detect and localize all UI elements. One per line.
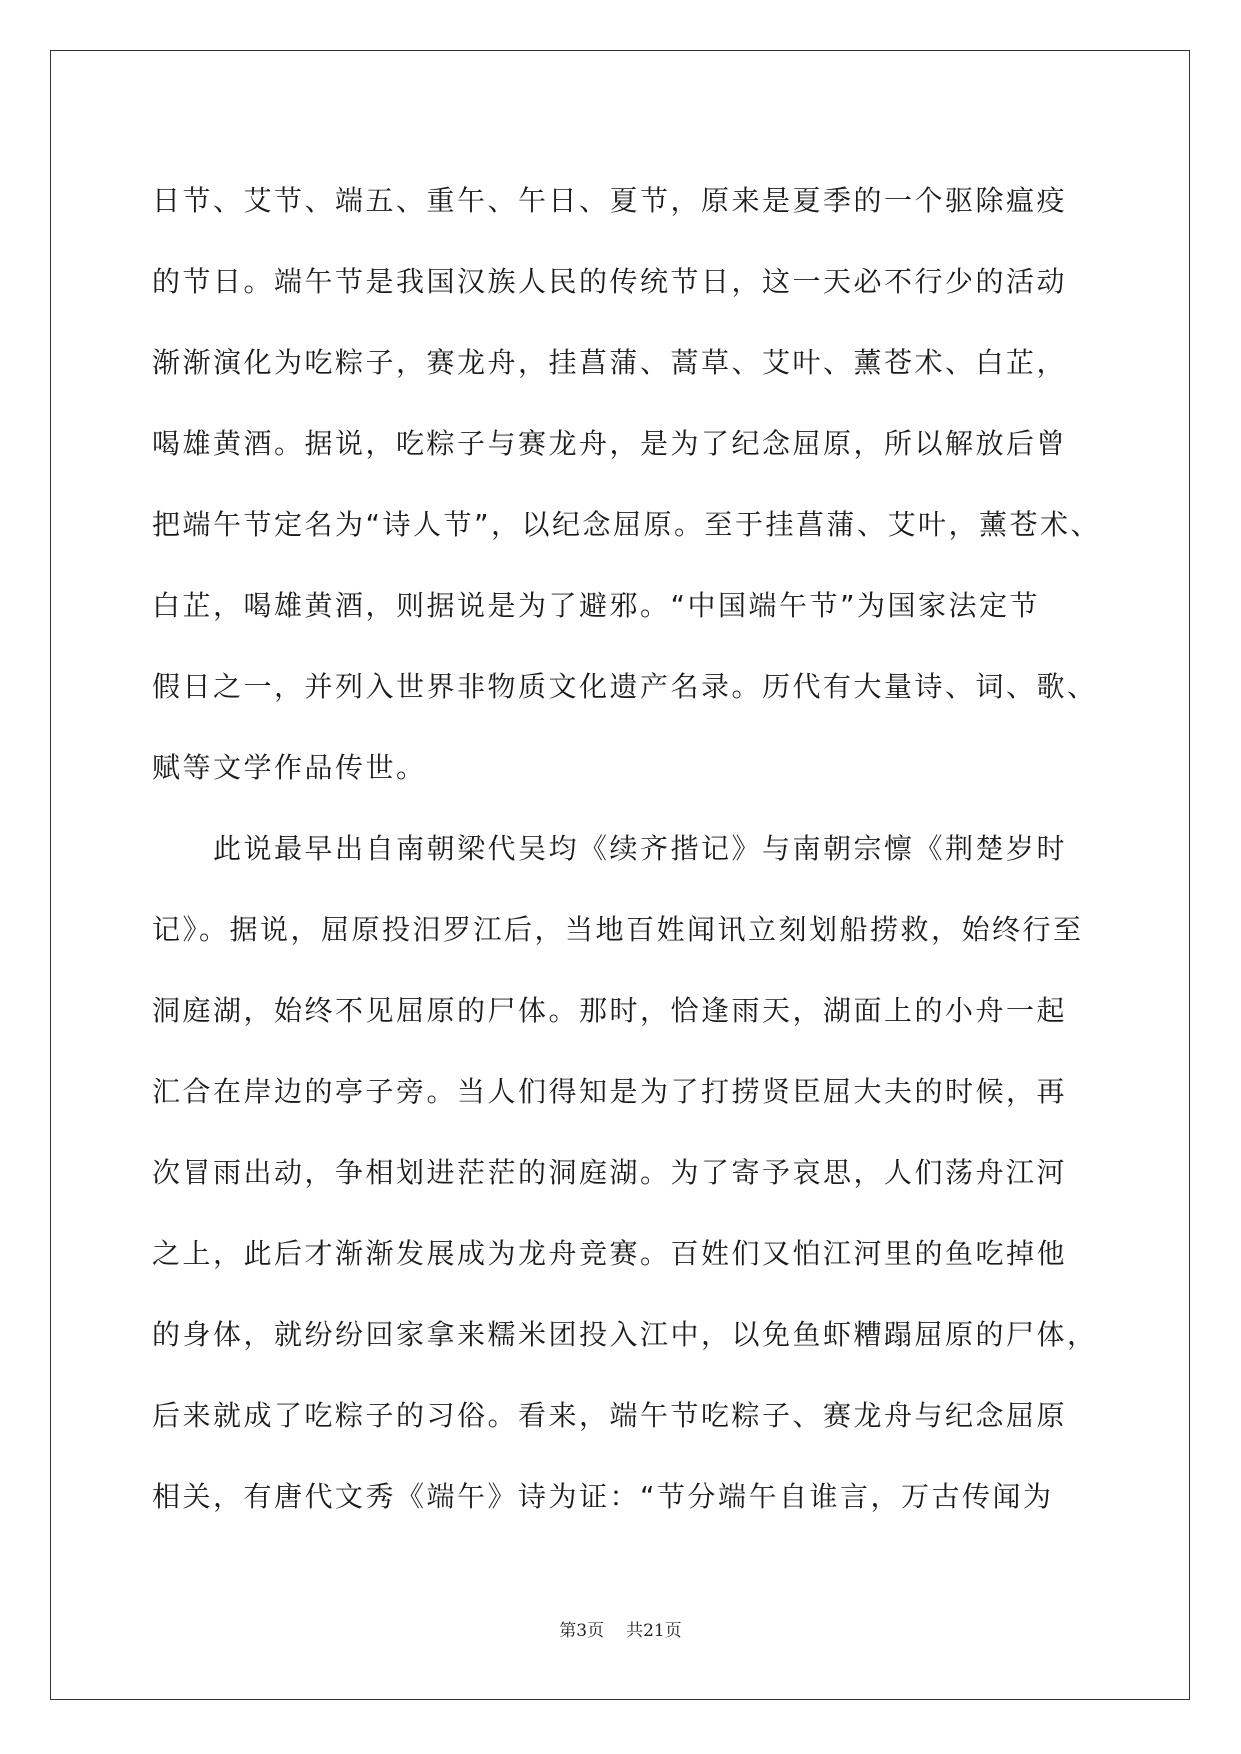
text-line: 假日之一，并列入世界非物质文化遗产名录。历代有大量诗、词、歌、 [152,670,1098,703]
page-footer [0,1616,1241,1641]
text-line: 相关，有唐代文秀《端午》诗为证：“节分端午自谁言，万古传闻为 [152,1480,1054,1513]
text-line: 白芷，喝雄黄酒，则据说是为了避邪。“中国端午节”为国家法定节 [152,589,1041,622]
page-total: 共21页 [626,1621,682,1641]
text-line: 赋等文学作品传世。 [152,751,427,784]
text-line: 记》。据说，屈原投汨罗江后，当地百姓闻讯立刻划船捞救，始终行至 [152,913,1084,946]
text-line: 此说最早出自南朝梁代吴均《续齐揩记》与南朝宗懔《荆楚岁时 [152,832,1068,865]
text-line: 喝雄黄酒。据说，吃粽子与赛龙舟，是为了纪念屈原，所以解放后曾 [152,427,1068,460]
text-line: 次冒雨出动，争相划进茫茫的洞庭湖。为了寄予哀思，人们荡舟江河 [152,1156,1068,1189]
text-line: 的节日。端午节是我国汉族人民的传统节日，这一天必不行少的活动 [152,265,1068,298]
document-body [152,160,1112,1537]
text-line: 的身体，就纷纷回家拿来糯米团投入江中，以免鱼虾糟蹋屈原的尸体， [152,1318,1098,1351]
text-line: 把端午节定名为“诗人节”，以纪念屈原。至于挂菖蒲、艾叶，薰苍术、 [152,508,1102,541]
text-line: 汇合在岸边的亭子旁。当人们得知是为了打捞贤臣屈大夫的时候，再 [152,1075,1068,1108]
text-line: 之上，此后才渐渐发展成为龙舟竞赛。百姓们又怕江河里的鱼吃掉他 [152,1237,1068,1270]
text-line: 渐渐演化为吃粽子，赛龙舟，挂菖蒲、蒿草、艾叶、薰苍术、白芷， [152,346,1068,379]
text-line: 洞庭湖，始终不见屈原的尸体。那时，恰逢雨天，湖面上的小舟一起 [152,994,1068,1027]
text-line: 后来就成了吃粽子的习俗。看来，端午节吃粽子、赛龙舟与纪念屈原 [152,1399,1068,1432]
page-number: 第3页 [559,1621,605,1641]
text-line: 日节、艾节、端五、重午、午日、夏节，原来是夏季的一个驱除瘟疫 [152,184,1068,217]
